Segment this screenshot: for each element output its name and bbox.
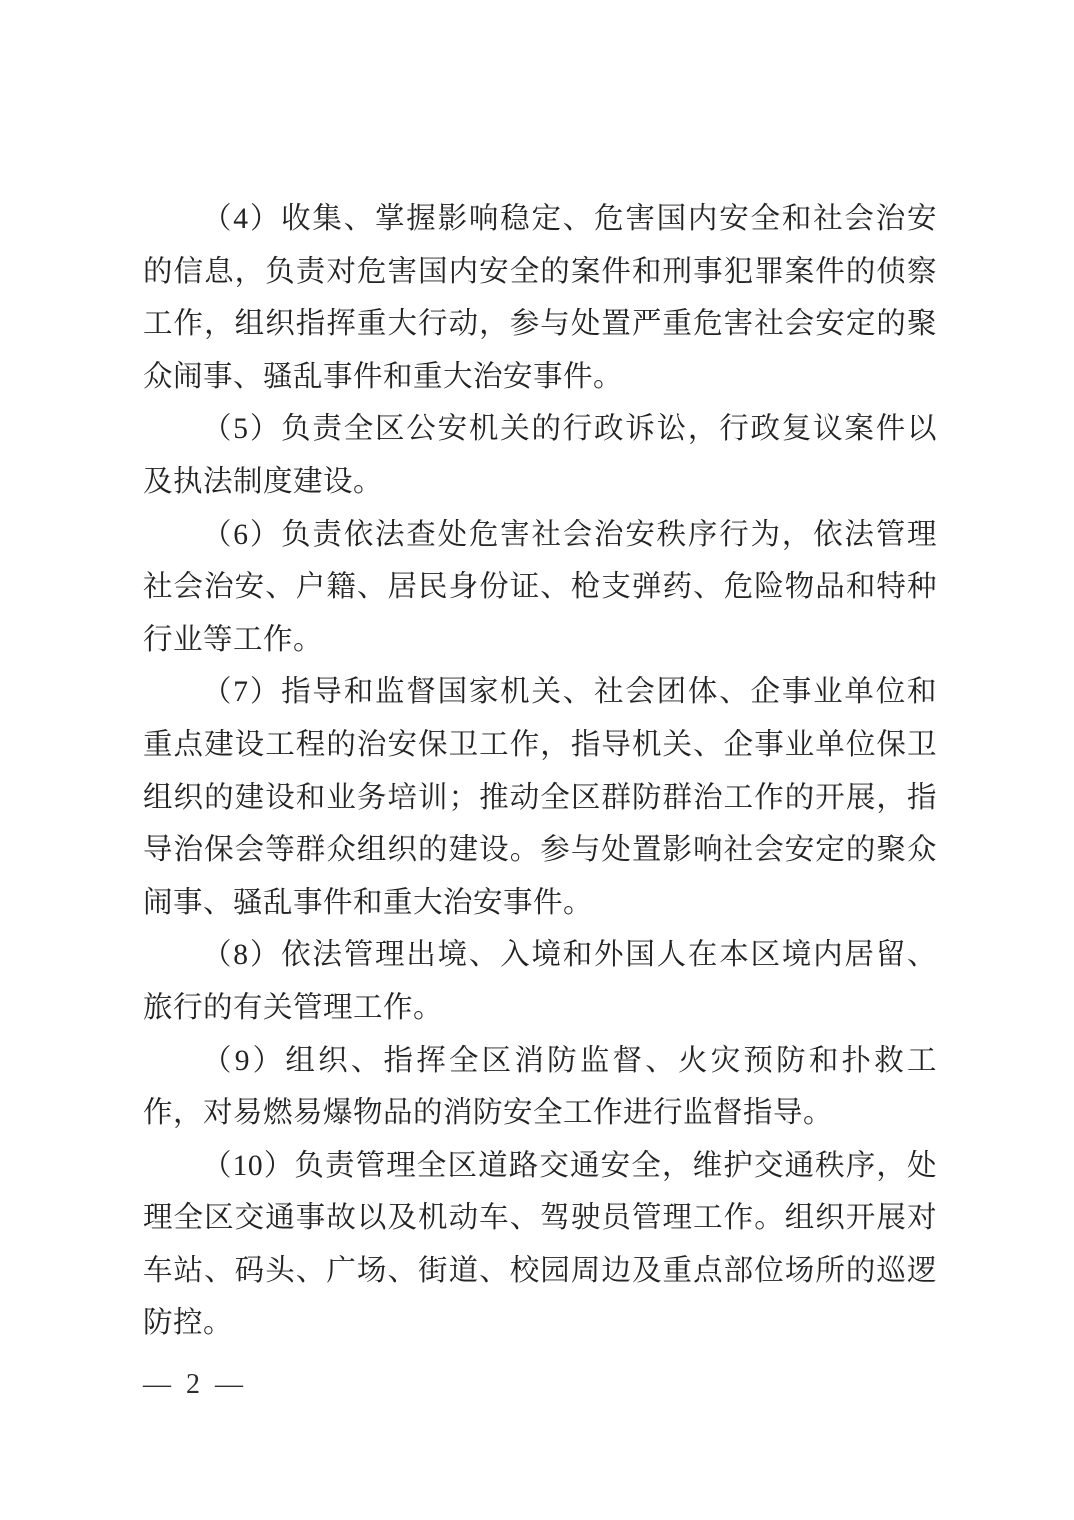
paragraph-item-9: （9）组织、指挥全区消防监督、火灾预防和扑救工作，对易燃易爆物品的消防安全工作进行监督指导。 <box>143 1044 937 1130</box>
paragraph-item-10: （10）负责管理全区道路交通安全，维护交通秩序，处理全区交通事故以及机动车、驾驶员管理工作。组织开展对车站、码头、广场、街道、校园周边及重点部位场所的巡逻防控。 <box>143 1149 937 1340</box>
paragraph-item-8: （8）依法管理出境、入境和外国人在本区境内居留、旅行的有关管理工作。 <box>143 939 937 1024</box>
paragraph-item-7: （7）指导和监督国家机关、社会团体、企事业单位和重点建设工程的治安保卫工作，指导机关、企事业单位保卫组织的建设和业务培训；推动全区群防群治工作的开展，指导治保会等群众组织的建设。参与处置影响社会安定的聚众闹事、骚乱事件和重大治安事件。 <box>143 676 937 919</box>
page-footer <box>143 1368 247 1402</box>
document-body <box>143 193 937 1350</box>
paragraph-item-4: （4）收集、掌握影响稳定、危害国内安全和社会治安的信息，负责对危害国内安全的案件和刑事犯罪案件的侦察工作，组织指挥重大行动，参与处置严重危害社会安定的聚众闹事、骚乱事件和重大治安事件。 <box>143 203 937 393</box>
paragraph-item-5: （5）负责全区公安机关的行政诉讼，行政复议案件以及执法制度建设。 <box>143 413 937 498</box>
paragraph-item-6: （6）负责依法查处危害社会治安秩序行为，依法管理社会治安、户籍、居民身份证、枪支弹药、危险物品和特种行业等工作。 <box>143 518 937 656</box>
page-number-label: — 2 — <box>143 1369 247 1400</box>
